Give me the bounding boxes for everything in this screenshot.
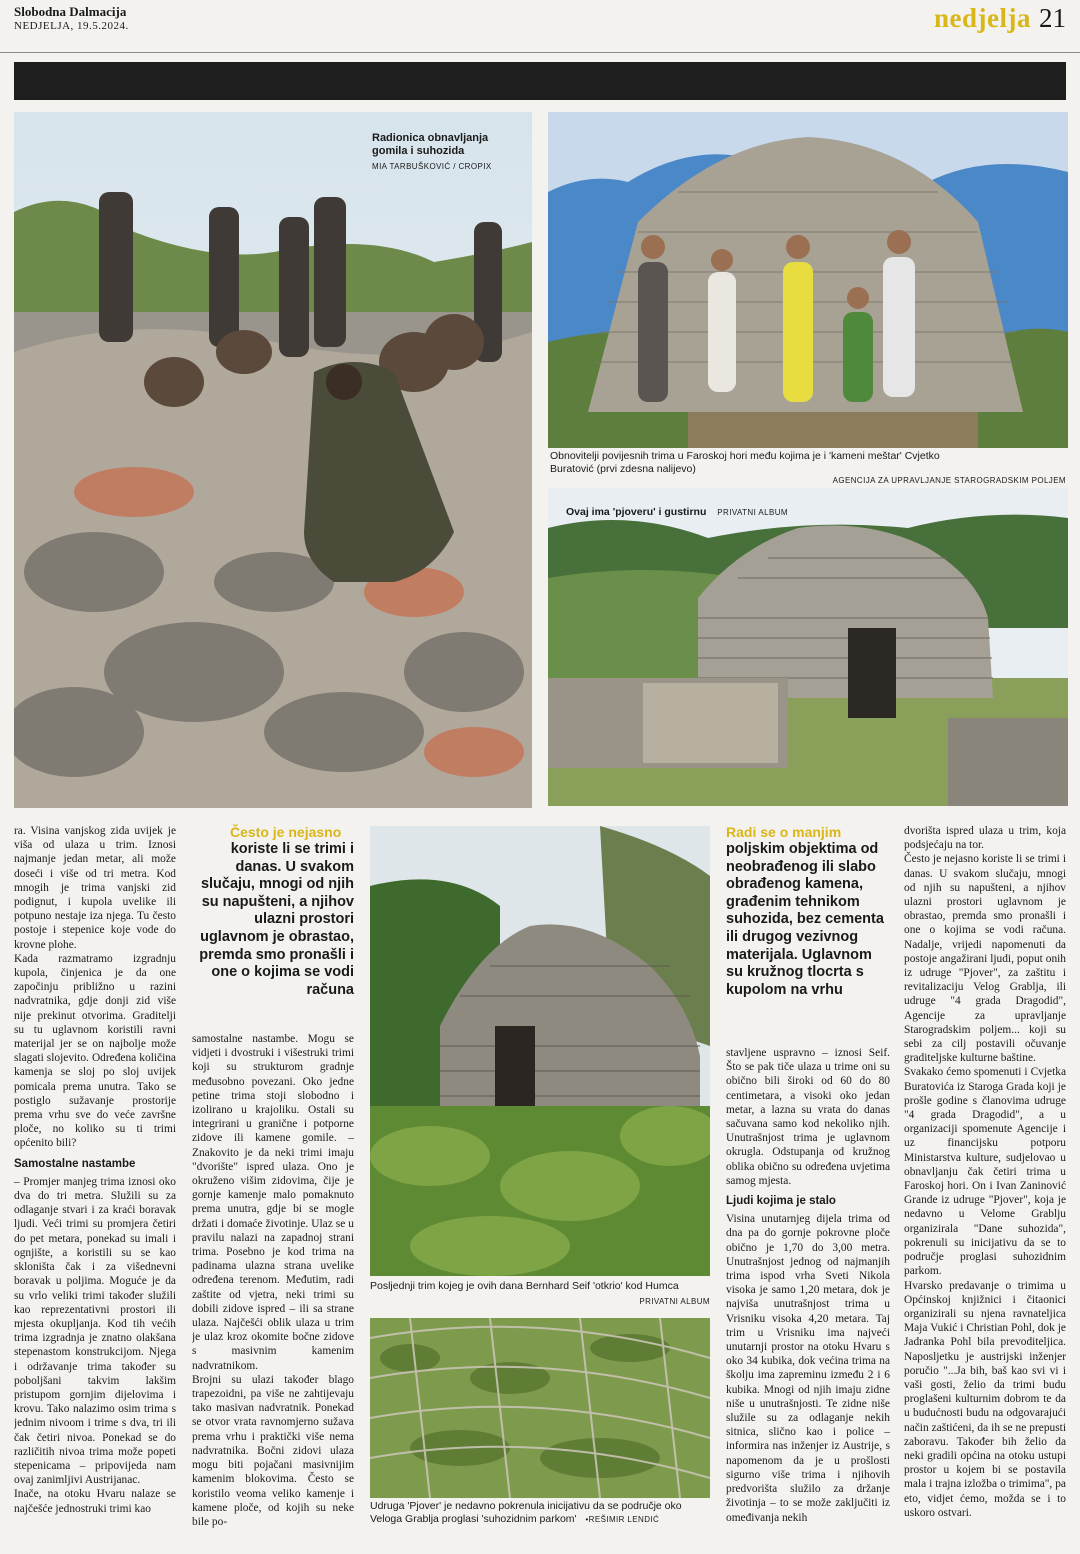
pullquote-left-text: koriste li se trimi i danas. U svakom slučaju, mnogi od njih su napušteni, a njihov ulazni prostori uglavnom je obrastao, premda smo pronašli i one o kojima se vodi računa: [199, 841, 354, 998]
col3-paragraph-2: Visina unutarnjeg dijela trima od dna pa do gornje pokrovne ploče obično je 1,70 do 3,00 metra. Unutrašnjost jednog od najmanjih trima ispod vrha Sveti Nikola visoka je samo 1,20 metara, dok je najviša unutrašnjost trima u Vrisniku visoka 4,20 metara. Taj trim u Vrisniku ima najveći unutarnji prostor na otoku Hvaru s oko 34 kubika, dok većina trima na školju ima zapreminu između 2 i 6 kubika. Mnogi od njih imaju zidne niše u unutrašnjosti. Te zidne niše služile su za odlaganje nekih sitnica, slično kao i police – informira nas inženjer iz Austrije, s napomenom da je u prošlosti sigurno više trima i njihovih predvorišta služilo za držanje životinja – to se može zaključiti iz omeđivanja nekih: [726, 1213, 890, 1524]
article-column-2: [192, 1032, 354, 1546]
workshop-caption-text: Radionica obnavljanja gomila i suhozida: [372, 132, 489, 157]
col1-paragraph-1: ra. Visina vanjskog zida uvijek je viša od ulaza u trim. Iznosi najmanje jedan metar, ali može doseći i više od tri metra. Kod mnogih je trima vanjski zid podignut, i kupola uvelike ili potpuno nestaje iza njega. Tu često postoje i stepenice koje vode do krovne plohe.: [14, 825, 176, 951]
masthead: [14, 4, 129, 32]
restorers-photo: [548, 112, 1068, 448]
last-trim-caption-text: Posljednji trim kojeg je ovih dana Bernhard Seif 'otkrio' kod Humca: [370, 1280, 679, 1292]
pjovera-caption-text: Ovaj ima 'pjoveru' i gustirnu: [566, 506, 707, 518]
article-column-3: [726, 1046, 890, 1546]
workshop-caption: [372, 132, 522, 173]
restorers-credit: AGENCIJA ZA UPRAVLJANJE STAROGRADSKIM POLJEM: [832, 476, 1066, 485]
last-trim-caption: [370, 1280, 710, 1308]
col3-subhead: Ljudi kojima je stalo: [726, 1195, 836, 1208]
col1-paragraph-3: – Promjer manjeg trima iznosi oko dva do tri metra. Služili su za odlaganje stvari i za kraći boravak ljudi. Veći trimi su promjera četiri do pet metara, ponekad su imali i ognjište, a koristili su se kao skloništa čak i za višednevni boravak u poljima. Moguće je da su vrlo veliki trimi također služili kao reprezentativni prostori ili mjesta okupljanja. Kod tih većih trima izgradnja je znatno olakšana stepenastom konstrukcijom. Njega i održavanje trima također su poboljšani takvim lakšim pristupom gornjim dijelovima i krovu. Tako nalazimo osim trima s jednim nivoom i trime s dva, tri ili čak četiri nivoa. Ponekad se do različitih nivoa trima može popeti stepenicama – pripovijeda nam ovaj zanimljivi Austrijanac.: [14, 1175, 176, 1487]
col1-subhead: Samostalne nastambe: [14, 1157, 136, 1170]
pjovera-caption: [566, 506, 788, 519]
restorers-caption-text: Obnovitelji povijesnih trima u Faroskoj hori među kojima je i 'kameni meštar' Cvjetko Buratović (prvi zdesna nalijevo): [550, 450, 940, 475]
pullquote-right-text: poljskim objektima od neobrađenog ili slabo obrađenog kamena, građenim tehnikom suhozida, bez cementa ili drugog vezivnog materijala. Uglavnom su kružnog tlocrta s kupolom na vrhu: [726, 841, 884, 998]
pullquote-left: [190, 824, 354, 999]
col4-paragraph-1: dvorišta ispred ulaza u trim, koja podsjećaju na tor.: [904, 825, 1066, 852]
pullquote-right-kicker: Radi se o manjim: [726, 824, 842, 840]
col4-paragraph-3: Svakako ćemo spomenuti i Cvjetka Buratovića iz Staroga Grada koji je prošle godine s članovima udruge "4 grada Dragodid", a u organizaciji spomenute Agencije i uz financijsku potporu Ministarstva kulture, sudjelovao u obnavljanju čak četiri trima u Faroskoj hori. On i Ivan Zaninović Grande iz udruge "Pjover", koja je nedavno u Velome Grablju organizirala "Dane suhozida", pokrenuli su inicijativu da se to područje proglasi suhozidnim parkom.: [904, 1066, 1066, 1278]
article-column-1: [14, 824, 176, 1546]
paper-name: Slobodna Dalmacija: [14, 4, 127, 19]
col4-paragraph-2: Često je nejasno koriste li se trimi i danas. U svakom slučaju, mnogi od njih su napušteni, a njihov ulazni prostori uglavnom je obrastao, premda smo pronašli i one o kojima se vodi računa. Nadalje, vrijedi napomenuti da postoje angažirani ljudi, poput onih iz udruge "Pjover", za zaštitu i revitalizaciju Velog Grablja, ili udruge "4 grada Dragodid", Agencije za upravljanje Starogradskim poljem... koji su sebi za cilj postavili očuvanje graditeljske kulturne baštine.: [904, 853, 1066, 1065]
park-photo: [370, 1318, 710, 1498]
park-credit: •REŠIMIR LENDIĆ: [585, 1515, 660, 1524]
section-header: [934, 3, 1066, 34]
section-name: nedjelja: [934, 3, 1031, 33]
page-number: 21: [1039, 3, 1066, 33]
col2-paragraph-1: samostalne nastambe. Mogu se vidjeti i dvostruki i višestruki trimi koji su strukturom gradnje međusobno povezani. Oko jedne petine trima stoji slobodno i izolirano u krajoliku. Ostali su integrirani u granične i potporne zidove ili kamene gomile. – Znakovito je da neki trimi imaju "dvorište" ispred ulaza. Ono je okruženo višim zidovima, čije je gornje kamenje malo pomaknuto prema unutra, gdje bi se mogle držati i domaće životinje. Ulaz se u pravilu nalazi na zapadnoj strani trima. Posebno je kod trima na padinama ulazna strana uvelike određena terenom. Međutim, radi zaštite od vjetra, neki trimi su dobili zidove ispred – ili sa strane ulaza. Najčešći oblik ulaza u trim je ulaz kroz okomite bočne zidove s masivnim kamenim nadvratnikom.: [192, 1033, 354, 1372]
col4-paragraph-4: Hvarsko predavanje o trimima u Općinskoj knjižnici i čitaonici organizirali su njena ravnateljica Maja Vukić i Christian Pohl, dok je Jadranka Pohl bila prevoditeljica. Naposljetku je austrijski inženjer poručio "...Ja bih, baš kao svi vi i vaši gosti, želio da trimi budu proglašeni kulturnim dobrom te da u budućnosti budu na odgovarajući način zaštićeni, da ih se ne prepusti zaboravu. Također bih želio da neki gradili općina na otoku ustupi prostor u kojem bi se postavila mala i trajna izložba o trimima", pa eto, vidjet ćemo, možda se i to uskoro ostvari.: [904, 1279, 1066, 1519]
col3-paragraph-1: stavljene uspravno – iznosi Seif. Što se pak tiče ulaza u trime oni su obično bili široki od 60 do 80 centimetara, a visoki oko jedan metar, a lazna su vrata do danas sačuvana samo kod nekoliko njih. Unutrašnjost trima je uglavnom okrugla. Odstupanja od kružnog oblika obično su određena uvjetima samog mjesta.: [726, 1047, 890, 1187]
article-column-4: [904, 824, 1066, 1546]
pullquote-right: [726, 824, 890, 999]
header-divider: [0, 52, 1080, 53]
last-trim-credit: PRIVATNI ALBUM: [639, 1297, 710, 1306]
park-caption: [370, 1500, 710, 1526]
workshop-credit: MIA TARBUŠKOVIĆ / CROPIX: [372, 162, 492, 171]
pullquote-left-kicker: Često je nejasno: [230, 824, 342, 840]
pjovera-photo: [548, 488, 1068, 806]
title-band: [14, 62, 1066, 100]
restorers-caption: [550, 450, 1066, 487]
workshop-photo: [14, 112, 532, 808]
last-trim-photo: [370, 826, 710, 1276]
park-caption-text: Udruga 'Pjover' je nedavno pokrenula inicijativu da se područje oko Veloga Grablja proglasi 'suhozidnim parkom': [370, 1500, 682, 1525]
col1-paragraph-4: Inače, na otoku Hvaru nalaze se najčešće jednostruki trimi kao: [14, 1488, 176, 1515]
pjovera-credit: PRIVATNI ALBUM: [717, 508, 788, 517]
col2-paragraph-2: Brojni su ulazi također blago trapezoidni, pa više ne zahtijevaju tako masivan nadvratnik. Ponekad se otvor vrata ravnomjerno sužava prema vrhu i praktički više nema nadvratnika. Bočni zidovi ulaza mogu biti pojačani masivnijim kamenim blokovima. Često se koristilo veoma veliko kamenje i kamene ploče, od kojih su neke bile po-: [192, 1373, 354, 1528]
col1-paragraph-2: Kada razmatramo izgradnju kupola, činjenica je da one započinju približno u razini nadvratnika, gdje donji zid više nije prekinut otvorima. Graditelji su tu uglavnom koristili ravni materijal jer se on najbolje može slagati slojevito. Određena količina kamenja se sloj po sloj uvijek pomicala prema unutra. Tako se postiglo sužavanje prostorije prema vrhu sve do veće završne ploče, no koliko su ti trimi općenito bili?: [14, 952, 176, 1150]
issue-date: NEDJELJA, 19.5.2024.: [14, 20, 129, 32]
